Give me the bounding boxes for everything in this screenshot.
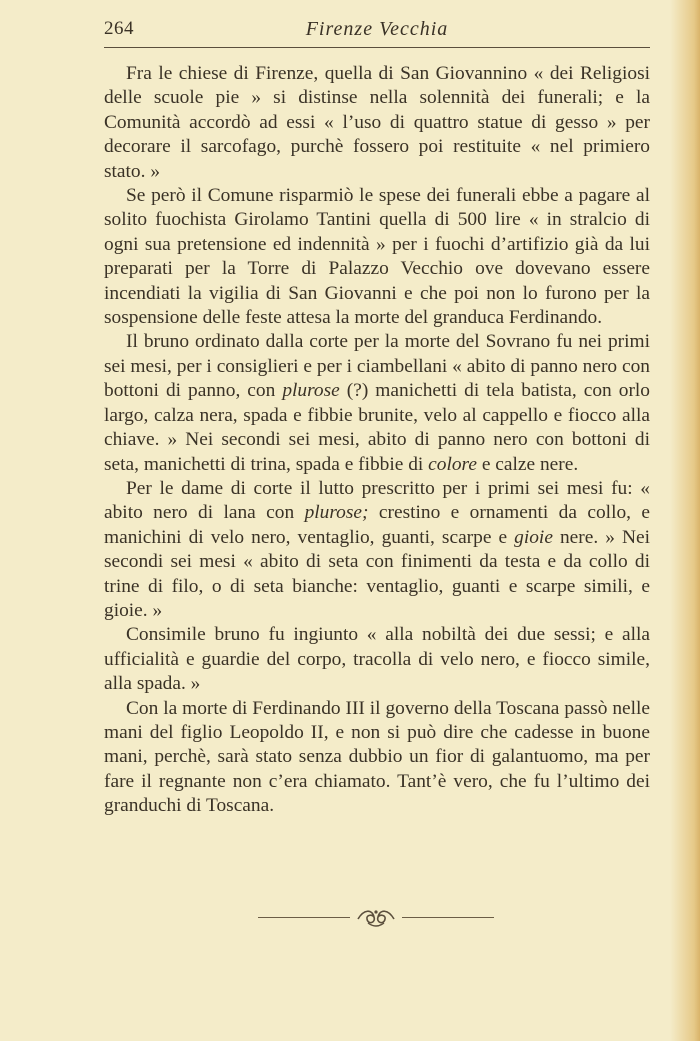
page-number: 264	[104, 18, 134, 39]
paragraph-text: Consimile bruno fu ingiunto « alla nobiltà dei due sessi; e alla ufficialità e guardie del corpo, tracolla di velo nero, e fiocco simile, alla spada. »	[104, 624, 650, 695]
italic-word: colore	[428, 453, 477, 475]
paragraph-text: (?) manichetti di tela batista, con orlo largo, calza nera, spada e fibbie brunite, velo al cappello e fiocco alla chiave. » Nei secondi sei mesi, abito di panno nero con bottoni di seta, manichetti di trina, spada e fibbie di	[104, 380, 650, 475]
paragraph-text: Per le dame di corte il lutto prescritto per i primi sei mesi fu: « abito nero di lana con	[104, 477, 650, 524]
paragraph-text: crestino e ornamenti da collo, e manichini di velo nero, ventaglio, guanti, scarpe e	[104, 502, 650, 548]
header-rule	[104, 47, 650, 48]
paragraph-6	[104, 697, 650, 819]
body-text	[104, 62, 650, 819]
page-edge-shadow	[670, 0, 700, 1041]
paragraph-4	[104, 477, 650, 623]
paragraph-5	[104, 623, 650, 696]
paragraph-text: Il bruno ordinato dalla corte per la morte del Sovrano fu nei primi sei mesi, per i consiglieri e per i ciambellani « abito di panno nero con bottoni di panno, con	[104, 331, 650, 402]
running-title: Firenze Vecchia	[305, 18, 449, 40]
paragraph-text: e calze nere.	[476, 453, 579, 475]
paragraph-text: nere. » Nei secondi sei mesi « abito di seta con finimenti da testa e da collo di trine di filo, o di seta bianche: ventaglio, guanti e scarpe simili, e gioie. »	[104, 526, 650, 621]
paragraph-2	[104, 184, 650, 330]
paragraph-3	[104, 330, 650, 476]
ornament-rule-left	[258, 917, 350, 918]
scroll-flourish-icon	[354, 905, 398, 929]
italic-word: gioie	[514, 526, 553, 548]
paragraph-text: Se però il Comune risparmiò le spese dei funerali ebbe a pagare al solito fuochista Girolamo Tantini quella di 500 lire « in stralcio di ogni sua pretensione ed indennità » per i fuochi d’artifizio già da lui preparati per la Torre di Palazzo Vecchio ove dovevano essere incendiati la vigilia di San Giovanni e che poi non lo furono per la sospensione delle feste attesa la morte del granduca Ferdinando.	[104, 185, 650, 329]
ornament-rule-right	[402, 917, 494, 918]
paragraph-text: Fra le chiese di Firenze, quella di San Giovannino « dei Religiosi delle scuole pie » si distinse nella solennità dei funerali; e la Comunità accordò ad essi « l’uso di quattro statue di gesso » per decorare il sarcofago, purchè fossero poi restituite « nel primiero stato. »	[104, 63, 650, 182]
paragraph-text: Con la morte di Ferdinando III il governo della Toscana passò nelle mani del figlio Leopoldo II, e non si può dire che cadesse in buone mani, perchè, sarà stato senza dubbio un fior di galantuomo, ma per fare il regnante non c’era chiamato. Tant’è vero, che fu l’ultimo dei granduchi di Toscana.	[104, 697, 650, 817]
page-header	[104, 16, 650, 46]
paragraph-1	[104, 62, 650, 184]
italic-word: plurose	[282, 380, 340, 402]
italic-word: plurose;	[304, 502, 369, 524]
end-ornament	[258, 905, 494, 929]
